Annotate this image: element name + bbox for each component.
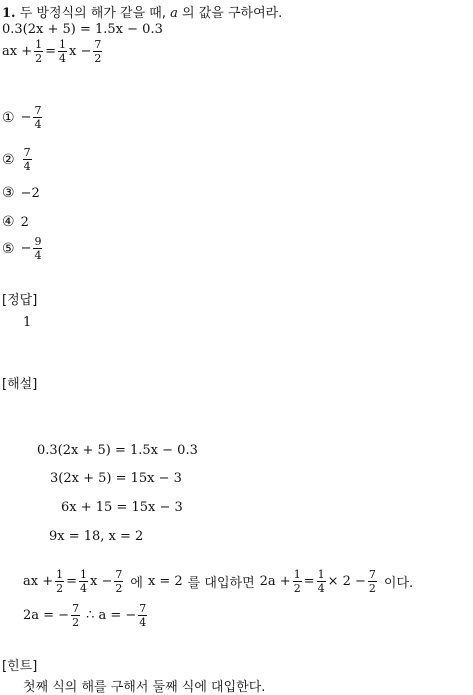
solution-step-3: 6x + 15 = 15x − 3 bbox=[61, 500, 183, 515]
sol-eq-lhs: ax + bbox=[23, 574, 54, 589]
sol-e2-a: 2a + bbox=[259, 574, 291, 589]
eq2-f2-den: 4 bbox=[59, 52, 67, 65]
question-title bbox=[2, 2, 282, 21]
sol-e2f2-num: 1 bbox=[317, 568, 325, 581]
hint-label: [힌트] bbox=[2, 659, 38, 674]
answer-label: [정답] bbox=[2, 293, 38, 308]
choice-2-frac bbox=[23, 147, 32, 172]
choice-4[interactable] bbox=[2, 214, 29, 230]
eq2-f3-num: 7 bbox=[94, 38, 102, 51]
choice-4-marker: ④ bbox=[2, 214, 15, 230]
eq2-equals: = bbox=[45, 44, 57, 59]
choice-5-frac bbox=[33, 236, 42, 261]
sol-e2f3-num: 7 bbox=[368, 568, 376, 581]
eq2-x: x − bbox=[69, 44, 92, 59]
sol-f1-num: 1 bbox=[56, 568, 64, 581]
sol-e2-frac-3 bbox=[368, 569, 377, 594]
choice-1[interactable] bbox=[2, 105, 44, 130]
sol-l2f1-num: 7 bbox=[72, 602, 80, 615]
question-number: 1. bbox=[2, 6, 16, 21]
sol-eq-frac-1 bbox=[55, 569, 64, 594]
choice-1-den: 4 bbox=[34, 118, 42, 131]
sol-f3-den: 2 bbox=[115, 582, 123, 595]
eq2-f2-num: 1 bbox=[59, 38, 67, 51]
question-var: a bbox=[170, 6, 178, 21]
choice-5-num: 9 bbox=[34, 235, 42, 248]
sol-text-3: 이다. bbox=[383, 576, 414, 591]
sol-l2f2-num: 7 bbox=[139, 602, 147, 615]
sol-line2-a: 2a = − bbox=[23, 608, 70, 623]
equation-2 bbox=[2, 39, 104, 64]
choice-5[interactable] bbox=[2, 236, 44, 261]
sol-text-1: 에 bbox=[130, 576, 143, 591]
sol-e2-equals: = bbox=[303, 574, 315, 589]
sol-e2-frac-1 bbox=[293, 569, 302, 594]
equation-1: 0.3(2x + 5) = 1.5x − 0.3 bbox=[2, 22, 163, 37]
sol-e2f2-den: 4 bbox=[317, 582, 325, 595]
sol-e2-frac-2 bbox=[317, 569, 326, 594]
eq2-frac-1 bbox=[34, 39, 43, 64]
sol-sub: x = 2 bbox=[147, 574, 183, 589]
solution-step-1: 0.3(2x + 5) = 1.5x − 0.3 bbox=[37, 443, 198, 458]
choice-2-den: 4 bbox=[23, 160, 31, 173]
sol-f3-num: 7 bbox=[115, 568, 123, 581]
sol-eq-equals: = bbox=[66, 574, 78, 589]
sol-f2-num: 1 bbox=[80, 568, 88, 581]
choice-3-marker: ③ bbox=[2, 185, 15, 201]
sol-eq-x: x − bbox=[90, 574, 113, 589]
eq2-frac-2 bbox=[58, 39, 67, 64]
choice-5-marker: ⑤ bbox=[2, 240, 15, 257]
hint-text: 첫째 식의 해를 구해서 둘째 식에 대입한다. bbox=[23, 680, 266, 695]
sol-l2f2-den: 4 bbox=[139, 616, 147, 629]
choice-2-num: 7 bbox=[23, 146, 31, 159]
choice-2-marker: ② bbox=[2, 151, 15, 168]
sol-e2f3-den: 2 bbox=[368, 582, 376, 595]
sol-text-2: 를 대입하면 bbox=[187, 576, 255, 591]
sol-e2f1-den: 2 bbox=[293, 582, 301, 595]
question-text-a: 두 방정식의 해가 같을 때, bbox=[19, 6, 166, 21]
eq2-f3-den: 2 bbox=[94, 52, 102, 65]
eq2-f1-den: 2 bbox=[35, 52, 43, 65]
sol-line2-b: ∴ a = − bbox=[86, 608, 137, 623]
choice-2[interactable] bbox=[2, 147, 34, 172]
choice-5-sign: − bbox=[20, 241, 32, 256]
solution-line-1 bbox=[23, 569, 413, 594]
answer-value: 1 bbox=[23, 315, 32, 330]
choice-1-frac bbox=[33, 105, 42, 130]
choice-3[interactable] bbox=[2, 185, 40, 201]
solution-step-2: 3(2x + 5) = 15x − 3 bbox=[50, 471, 182, 486]
solution-label: [해설] bbox=[2, 377, 38, 392]
solution-line-2 bbox=[23, 603, 149, 628]
sol-l2f1-den: 2 bbox=[72, 616, 80, 629]
eq2-lhs: ax + bbox=[2, 44, 33, 59]
choice-3-text: −2 bbox=[20, 185, 40, 201]
choice-5-den: 4 bbox=[34, 249, 42, 262]
sol-f2-den: 4 bbox=[80, 582, 88, 595]
eq2-f1-num: 1 bbox=[35, 38, 43, 51]
solution-step-4: 9x = 18, x = 2 bbox=[49, 529, 144, 544]
sol-e2-c: × 2 − bbox=[327, 574, 366, 589]
sol-line2-frac-1 bbox=[71, 603, 80, 628]
question-text-b: 의 값을 구하여라. bbox=[182, 6, 283, 21]
sol-eq-frac-3 bbox=[114, 569, 123, 594]
choice-1-num: 7 bbox=[34, 104, 42, 117]
choice-1-sign: − bbox=[20, 110, 32, 125]
sol-eq-frac-2 bbox=[79, 569, 88, 594]
choice-1-marker: ① bbox=[2, 109, 15, 126]
choice-4-text: 2 bbox=[20, 214, 29, 230]
sol-line2-frac-2 bbox=[138, 603, 147, 628]
sol-f1-den: 2 bbox=[56, 582, 64, 595]
sol-e2f1-num: 1 bbox=[293, 568, 301, 581]
eq2-frac-3 bbox=[93, 39, 102, 64]
